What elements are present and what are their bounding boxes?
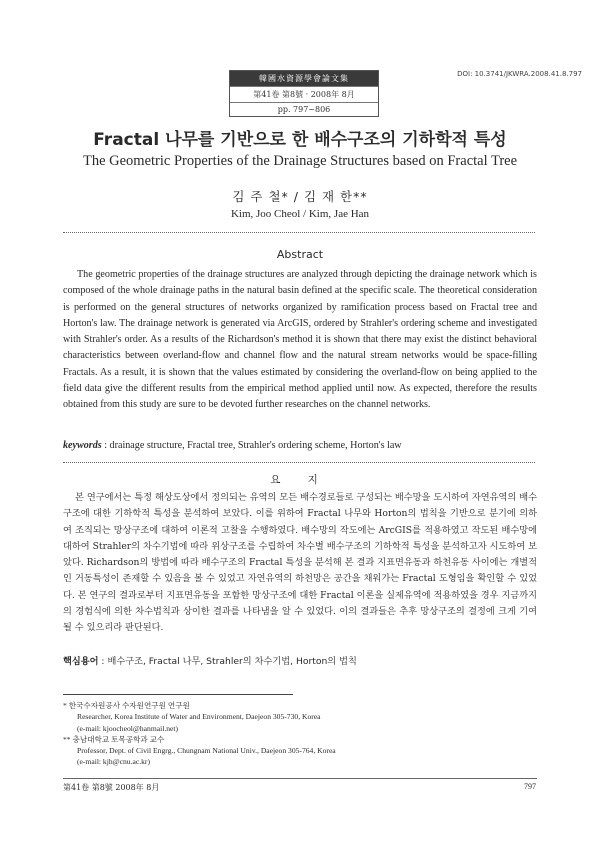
page-number: 797 — [524, 782, 536, 791]
page-range: pp. 797~806 — [230, 102, 378, 116]
abstract-heading: Abstract — [276, 248, 324, 261]
korean-abstract-body: 본 연구에서는 특정 해상도상에서 정의되는 유역의 모든 배수경로들로 구성되는 배수망을 도시하여 자연유역의 배수구조에 대한 기하학적 특성을 분석하여 보았다. 이를 위하여 Fractal 나무와 Horton의 법칙을 기반으로 분기에 의하여 조직되는 망상구조에 대하여 이론적 고찰을 수행하였다. 배수망의 작도에는 ArcGIS를 적용하였고 작도된 배수망에 대하여 Strahler의 차수기법에 따라 위상구조를 수립하여 차수별 배수구조의 기하학적 특성을 분석하고자 시도하여 보았다. Richardson의 방법에 따라 배수구조의 Fractal 특성을 분석해 본 결과 지표면유동과 하천유동 사이에는 개별적인 거동특성이 존재할 수 있음을 볼 수 있었고 자연유역의 하천망은 공간을 채워가는 Fractal 도형임을 확인할 수 있었다. 본 연구의 결과로부터 지표면유동을 포함한 망상구조에 대한 Fractal 이론을 실제유역에 적용하였을 경우 지금까지의 경험식에 의한 차수법칙과 상이한 결과를 나타냄을 알 수 있었다. 이의 결과들은 추후 망상구조의 결정에 크게 기여될 수 있으리라 판단된다. — [63, 492, 537, 634]
journal-info-box — [229, 70, 379, 117]
keywords — [63, 440, 537, 451]
footnote-line: (e-mail: kjh@cnu.ac.kr) — [77, 757, 150, 767]
footnote-line: * 한국수자원공사 수자원연구원 연구원 — [63, 701, 190, 710]
footnotes — [63, 700, 537, 768]
korean-keywords-list: : 배수구조, Fractal 나무, Strahler의 차수기법, Horton의 법칙 — [98, 656, 357, 667]
korean-keywords-label: 핵심용어 — [63, 656, 99, 667]
footnote-line: Researcher, Korea Institute of Water and Environment, Daejeon 305-730, Korea — [77, 712, 321, 722]
authors-english: Kim, Joo Cheol / Kim, Jae Han — [230, 208, 370, 220]
volume-issue: 第41卷 第8號 · 2008年 8月 — [230, 86, 378, 102]
footer-rule — [63, 778, 537, 779]
footer-journal-issue: 第41卷 第8號 2008年 8月 — [63, 783, 160, 792]
journal-name: 韓國水資源學會論文集 — [230, 71, 378, 86]
keywords-list: : drainage structure, Fractal tree, Strahler's ordering scheme, Horton's law — [101, 440, 402, 451]
abstract-body: The geometric properties of the drainage structures are analyzed through depicting the drainage network which is composed of the whole drainage paths in the natural basin defined at the specific scale. The theoretical consideration is performed on the general structures of networks organized by ramification process based on Fractal tree and Horton's law. The drainage network is generated via ArcGIS, ordered by Strahler's ordering scheme and investigated with Strahler's order. As a results of the Richardson's method it is shown that there may exist the distinct behavioral characteristics between overland-flow and channel flow and the natural stream networks would be space-filling Fractals. As a result, it is shown that the values estimated by considering the overland-flow on being applied to the field data give the different results from the empirical method applied until now. As expected, therefore the results obtained from this study are sure to be devoted further researches on the channel networks. — [63, 269, 537, 411]
title-english: The Geometric Properties of the Drainage Structures based on Fractal Tree — [82, 153, 518, 169]
doi-link[interactable]: DOI: 10.3741/JKWRA.2008.41.8.797 — [457, 70, 582, 78]
divider — [63, 462, 535, 463]
title-korean: Fractal 나무를 기반으로 한 배수구조의 기하학적 특성 — [93, 130, 507, 150]
divider — [63, 232, 535, 233]
footnote-line: Professor, Dept. of Civil Engrg., Chungnam National Univ., Daejeon 305-764, Korea — [77, 746, 336, 756]
korean-abstract-heading: 요 지 — [270, 474, 330, 486]
footnote-line: (e-mail: kjoocheol@hanmail.net) — [77, 723, 179, 733]
footnote-rule — [63, 694, 293, 695]
footnote-line: ** 충남대학교 토목공학과 교수 — [63, 734, 165, 744]
korean-keywords — [63, 653, 537, 667]
authors-korean: 김 주 철* / 김 재 한** — [232, 189, 368, 204]
keywords-label: keywords — [63, 440, 102, 451]
